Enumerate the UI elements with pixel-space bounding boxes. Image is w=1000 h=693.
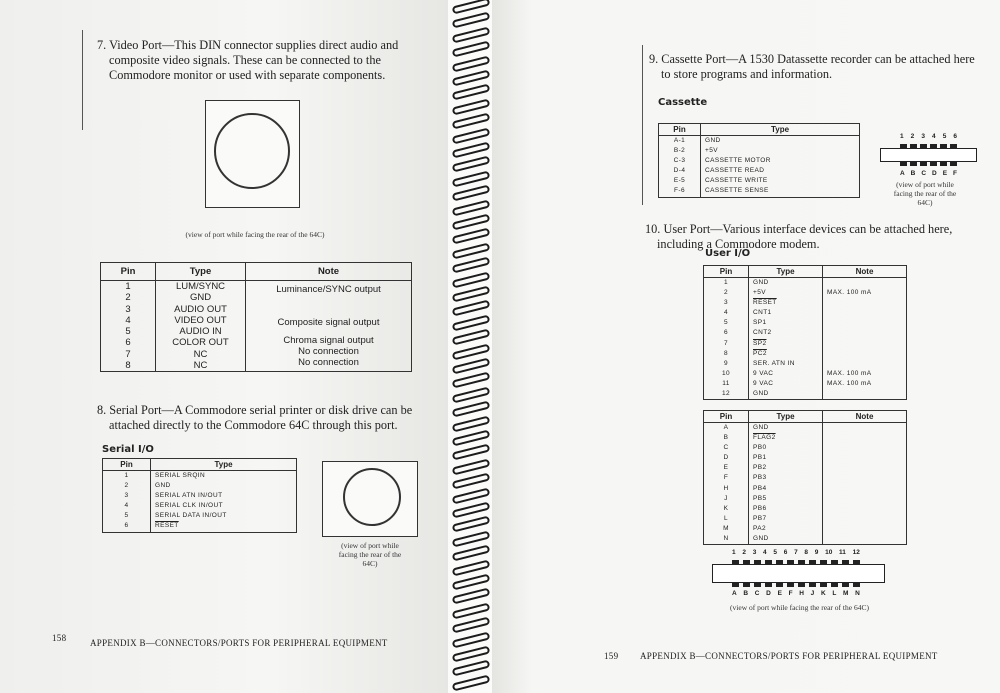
table-cell: PB5 xyxy=(749,494,823,504)
pin-label: E xyxy=(942,170,948,177)
spiral-coil xyxy=(452,473,491,490)
spiral-coil xyxy=(452,113,491,130)
pin-tab xyxy=(732,583,739,587)
pin-tab xyxy=(809,583,816,587)
table-row xyxy=(103,521,297,532)
pin-label: 7 xyxy=(794,549,798,556)
cell: 8 xyxy=(125,360,131,372)
table-cell xyxy=(823,453,907,463)
col-type: Type xyxy=(156,263,246,281)
pin-label: L xyxy=(832,590,837,597)
spiral-coil xyxy=(452,674,491,691)
pin-label: 6 xyxy=(953,133,957,140)
table-cell: K xyxy=(704,504,749,514)
table-cell: 4 xyxy=(103,501,151,511)
table-row xyxy=(704,443,907,453)
table-row xyxy=(704,453,907,463)
pin-label: 1 xyxy=(900,133,904,140)
cell: AUDIO OUT xyxy=(174,303,227,315)
note: Luminance/SYNC output xyxy=(276,283,381,295)
left-page xyxy=(0,0,452,693)
table-row xyxy=(103,511,297,521)
table-row xyxy=(103,491,297,501)
cell: 7 xyxy=(125,348,131,360)
cassette-tabs xyxy=(900,162,957,166)
table-cell: B-2 xyxy=(659,146,701,156)
pin-label: J xyxy=(810,590,815,597)
pin-label: K xyxy=(820,590,826,597)
pin-label: 3 xyxy=(921,133,925,140)
table-cell xyxy=(823,389,907,400)
serial-caption: (view of port while facing the rear of the 64C) xyxy=(338,541,402,568)
cell: LUM/SYNC xyxy=(175,281,226,292)
col-header: Note xyxy=(823,266,907,278)
table-cell: GND xyxy=(749,389,823,400)
table-cell: SERIAL SRQIN xyxy=(151,471,297,482)
cell: GND xyxy=(189,292,212,304)
table-cell: MAX. 100 mA xyxy=(823,369,907,379)
table-cell: PC2 xyxy=(749,349,823,359)
table-row xyxy=(659,186,860,197)
table-cell: CASSETTE WRITE xyxy=(701,176,860,186)
table-cell xyxy=(823,339,907,349)
pin-label: 10 xyxy=(825,549,833,556)
pin-tab xyxy=(853,583,860,587)
table-row xyxy=(103,471,297,482)
table-cell: SP1 xyxy=(749,318,823,328)
user-caption: (view of port while facing the rear of the 64C) xyxy=(730,603,869,612)
table-cell xyxy=(823,514,907,524)
table-cell: +5V xyxy=(749,288,823,298)
section-9-text: 9. Cassette Port—A 1530 Datassette recorder can be attached here to store programs and information. xyxy=(649,52,975,81)
table-row xyxy=(704,369,907,379)
col-header: Pin xyxy=(659,124,701,136)
col-header: Pin xyxy=(704,266,749,278)
table-cell: 6 xyxy=(704,328,749,338)
table-cell: 2 xyxy=(103,481,151,491)
table-cell xyxy=(823,484,907,494)
din-connector-icon xyxy=(343,468,401,526)
spiral-coil xyxy=(452,329,491,346)
pin-label: 1 xyxy=(732,549,736,556)
pin-tab xyxy=(842,583,849,587)
pin-label: A xyxy=(900,170,905,177)
pin-label: C xyxy=(921,170,927,177)
table-row xyxy=(659,156,860,166)
video-caption: (view of port while facing the rear of the 64C) xyxy=(185,230,325,239)
col-header: Type xyxy=(749,266,823,278)
table-row xyxy=(704,514,907,524)
pin-label: E xyxy=(777,590,782,597)
serial-port-table xyxy=(102,458,297,533)
table-cell xyxy=(823,463,907,473)
table-cell: 1 xyxy=(103,471,151,482)
video-port-diagram xyxy=(205,100,300,208)
table-cell: 4 xyxy=(704,308,749,318)
table-cell: RESET xyxy=(151,521,297,532)
user-port-table-top xyxy=(703,265,907,400)
spiral-coil xyxy=(452,41,491,58)
cassette-caption: (view of port while facing the rear of the 64C) xyxy=(893,180,957,207)
note-column xyxy=(246,281,412,372)
table-cell: MAX. 100 mA xyxy=(823,288,907,298)
table-cell: CASSETTE READ xyxy=(701,166,860,176)
user-port-table-bottom xyxy=(703,410,907,545)
table-cell: SER. ATN IN xyxy=(749,359,823,369)
table-cell: 6 xyxy=(103,521,151,532)
table-row xyxy=(704,308,907,318)
table-cell xyxy=(823,298,907,308)
user-heading: User I/O xyxy=(705,248,751,259)
col-header: Type xyxy=(151,459,297,471)
table-row xyxy=(704,389,907,400)
spiral-coil xyxy=(452,185,491,202)
table-cell: F xyxy=(704,473,749,483)
cell: 4 xyxy=(125,314,131,326)
table-cell: 8 xyxy=(704,349,749,359)
pin-label: 4 xyxy=(932,133,936,140)
margin-rule xyxy=(642,45,643,205)
pin-label: 9 xyxy=(814,549,819,556)
table-row xyxy=(659,176,860,186)
table-row xyxy=(103,501,297,511)
table-row xyxy=(704,524,907,534)
pin-label: B xyxy=(910,170,916,177)
table-cell: E-5 xyxy=(659,176,701,186)
table-cell: 2 xyxy=(704,288,749,298)
table-cell: FLAG2 xyxy=(749,433,823,443)
pin-tab xyxy=(776,583,783,587)
table-cell: M xyxy=(704,524,749,534)
table-cell: SERIAL ATN IN/OUT xyxy=(151,491,297,501)
table-cell: CASSETTE SENSE xyxy=(701,186,860,197)
table-cell: J xyxy=(704,494,749,504)
col-note: Note xyxy=(246,263,412,281)
table-cell: GND xyxy=(749,278,823,289)
table-cell: F-6 xyxy=(659,186,701,197)
table-row xyxy=(704,288,907,298)
table-row xyxy=(704,278,907,289)
table-cell: 5 xyxy=(103,511,151,521)
table-cell: SP2 xyxy=(749,339,823,349)
table-row xyxy=(704,463,907,473)
note: No connection xyxy=(298,357,359,369)
right-page xyxy=(492,0,1000,693)
margin-rule xyxy=(82,30,83,130)
cassette-connector-icon xyxy=(880,148,977,162)
pin-column xyxy=(101,281,156,372)
table-cell: 3 xyxy=(704,298,749,308)
table-cell xyxy=(823,504,907,514)
note: Chroma signal output xyxy=(283,334,374,346)
section-10-text: 10. User Port—Various interface devices can be attached here, including a Commodore modem. xyxy=(645,222,953,251)
table-cell: 10 xyxy=(704,369,749,379)
user-pin-numbers xyxy=(732,549,860,556)
pin-label: N xyxy=(855,590,860,597)
col-header: Type xyxy=(701,124,860,136)
table-cell xyxy=(823,433,907,443)
video-port-table xyxy=(100,262,412,372)
pin-label: 2 xyxy=(910,133,915,140)
pin-label: F xyxy=(788,590,793,597)
table-row xyxy=(704,359,907,369)
table-row xyxy=(704,433,907,443)
table-row xyxy=(704,328,907,338)
serial-heading: Serial I/O xyxy=(102,444,154,455)
table-cell xyxy=(823,328,907,338)
pin-label: 2 xyxy=(742,549,746,556)
table-cell: H xyxy=(704,484,749,494)
serial-port-diagram xyxy=(322,461,418,537)
spiral-binding xyxy=(448,0,494,693)
pin-label: 6 xyxy=(783,549,788,556)
table-cell: GND xyxy=(749,534,823,545)
din-connector-icon xyxy=(214,113,290,189)
table-cell xyxy=(823,473,907,483)
col-pin: Pin xyxy=(101,263,156,281)
table-cell xyxy=(823,349,907,359)
type-column xyxy=(156,281,246,372)
table-row xyxy=(704,473,907,483)
page-footer: APPENDIX B—CONNECTORS/PORTS FOR PERIPHERAL EQUIPMENT xyxy=(90,638,388,648)
cell: AUDIO IN xyxy=(179,326,222,338)
cell: COLOR OUT xyxy=(172,337,229,349)
cell: NC xyxy=(193,348,208,360)
cell: 6 xyxy=(125,337,131,349)
spiral-coil xyxy=(452,257,491,274)
table-cell: 11 xyxy=(704,379,749,389)
pin-label: C xyxy=(754,590,760,597)
col-header: Note xyxy=(823,411,907,423)
pin-label: 11 xyxy=(839,549,846,556)
table-row xyxy=(704,318,907,328)
pin-label: D xyxy=(766,590,771,597)
page-number: 159 xyxy=(604,651,619,661)
table-cell: A-1 xyxy=(659,136,701,147)
pin-label: B xyxy=(743,590,749,597)
pin-label: A xyxy=(732,590,737,597)
pin-label: 4 xyxy=(763,549,767,556)
table-cell: 7 xyxy=(704,339,749,349)
pin-label: F xyxy=(953,170,957,177)
table-row xyxy=(704,494,907,504)
section-8-text: 8. Serial Port—A Commodore serial printer or disk drive can be attached directly to the Commodore 64C through this port. xyxy=(97,403,413,432)
table-cell: PB3 xyxy=(749,473,823,483)
spiral-coil xyxy=(452,401,491,418)
table-row xyxy=(103,481,297,491)
table-cell: 9 VAC xyxy=(749,379,823,389)
table-cell: 9 xyxy=(704,359,749,369)
col-header: Pin xyxy=(704,411,749,423)
pin-label: D xyxy=(932,170,937,177)
table-row xyxy=(704,339,907,349)
table-cell: E xyxy=(704,463,749,473)
table-row xyxy=(659,136,860,147)
pin-tab xyxy=(743,583,750,587)
table-cell: CNT2 xyxy=(749,328,823,338)
cell: 1 xyxy=(125,281,131,292)
table-cell: CNT1 xyxy=(749,308,823,318)
table-cell: CASSETTE MOTOR xyxy=(701,156,860,166)
spiral-coil xyxy=(452,545,491,562)
cell: NC xyxy=(193,360,208,372)
table-cell: PB4 xyxy=(749,484,823,494)
cassette-pin-numbers xyxy=(900,133,957,140)
pin-label: 3 xyxy=(752,549,757,556)
pin-tab xyxy=(787,583,794,587)
cassette-pin-letters xyxy=(900,170,957,177)
cell: VIDEO OUT xyxy=(174,314,227,326)
table-cell: RESET xyxy=(749,298,823,308)
table-row xyxy=(704,484,907,494)
table-cell xyxy=(823,524,907,534)
table-cell: SERIAL CLK IN/OUT xyxy=(151,501,297,511)
table-cell: PB2 xyxy=(749,463,823,473)
pin-label: 8 xyxy=(804,549,809,556)
pin-tab xyxy=(754,583,761,587)
cell: 2 xyxy=(125,292,131,304)
cassette-heading: Cassette xyxy=(658,97,708,108)
table-cell: 3 xyxy=(103,491,151,501)
table-cell xyxy=(823,423,907,434)
col-header: Type xyxy=(749,411,823,423)
table-cell: PB6 xyxy=(749,504,823,514)
note: Composite signal output xyxy=(277,317,380,329)
table-cell: 9 VAC xyxy=(749,369,823,379)
cell: 3 xyxy=(125,303,131,315)
table-cell: PB1 xyxy=(749,453,823,463)
table-row xyxy=(704,349,907,359)
pin-label: H xyxy=(799,590,804,597)
pin-label: 12 xyxy=(852,549,860,556)
table-cell: N xyxy=(704,534,749,545)
pin-label: 5 xyxy=(773,549,777,556)
table-cell xyxy=(823,308,907,318)
table-cell: A xyxy=(704,423,749,434)
table-cell: PA2 xyxy=(749,524,823,534)
table-cell: D xyxy=(704,453,749,463)
table-cell: 12 xyxy=(704,389,749,400)
table-row xyxy=(704,504,907,514)
table-cell: C-3 xyxy=(659,156,701,166)
table-cell xyxy=(823,359,907,369)
pin-tab xyxy=(798,583,805,587)
cell: 5 xyxy=(125,326,131,338)
user-tabs xyxy=(732,583,860,587)
table-cell: PB7 xyxy=(749,514,823,524)
table-cell xyxy=(823,443,907,453)
table-cell: +5V xyxy=(701,146,860,156)
table-row xyxy=(659,166,860,176)
pin-label: M xyxy=(843,590,849,597)
table-cell: D-4 xyxy=(659,166,701,176)
table-cell xyxy=(823,278,907,289)
table-cell: L xyxy=(704,514,749,524)
table-cell: GND xyxy=(701,136,860,147)
table-cell: 1 xyxy=(704,278,749,289)
section-7-text: 7. Video Port—This DIN connector supplies direct audio and composite video signals. These can be connected to the Commodore monitor or used with separate components. xyxy=(97,38,399,82)
cassette-table xyxy=(658,123,860,198)
table-cell: GND xyxy=(151,481,297,491)
table-cell: SERIAL DATA IN/OUT xyxy=(151,511,297,521)
page-number: 158 xyxy=(52,633,67,643)
table-cell xyxy=(823,534,907,545)
user-connector-icon xyxy=(712,564,885,583)
table-cell: PB0 xyxy=(749,443,823,453)
table-row xyxy=(704,534,907,545)
table-row xyxy=(704,423,907,434)
table-cell: 5 xyxy=(704,318,749,328)
table-row xyxy=(659,146,860,156)
user-pin-letters xyxy=(732,590,860,597)
table-row xyxy=(704,298,907,308)
table-cell: C xyxy=(704,443,749,453)
table-cell: B xyxy=(704,433,749,443)
table-cell xyxy=(823,318,907,328)
pin-label: 5 xyxy=(942,133,947,140)
pin-tab xyxy=(820,583,827,587)
table-cell xyxy=(823,494,907,504)
note: No connection xyxy=(298,345,359,357)
table-cell: MAX. 100 mA xyxy=(823,379,907,389)
spiral-coil xyxy=(452,617,491,634)
col-header: Pin xyxy=(103,459,151,471)
table-row xyxy=(704,379,907,389)
page-footer: APPENDIX B—CONNECTORS/PORTS FOR PERIPHERAL EQUIPMENT xyxy=(640,651,938,661)
pin-tab xyxy=(765,583,772,587)
table-cell: GND xyxy=(749,423,823,434)
pin-tab xyxy=(831,583,838,587)
